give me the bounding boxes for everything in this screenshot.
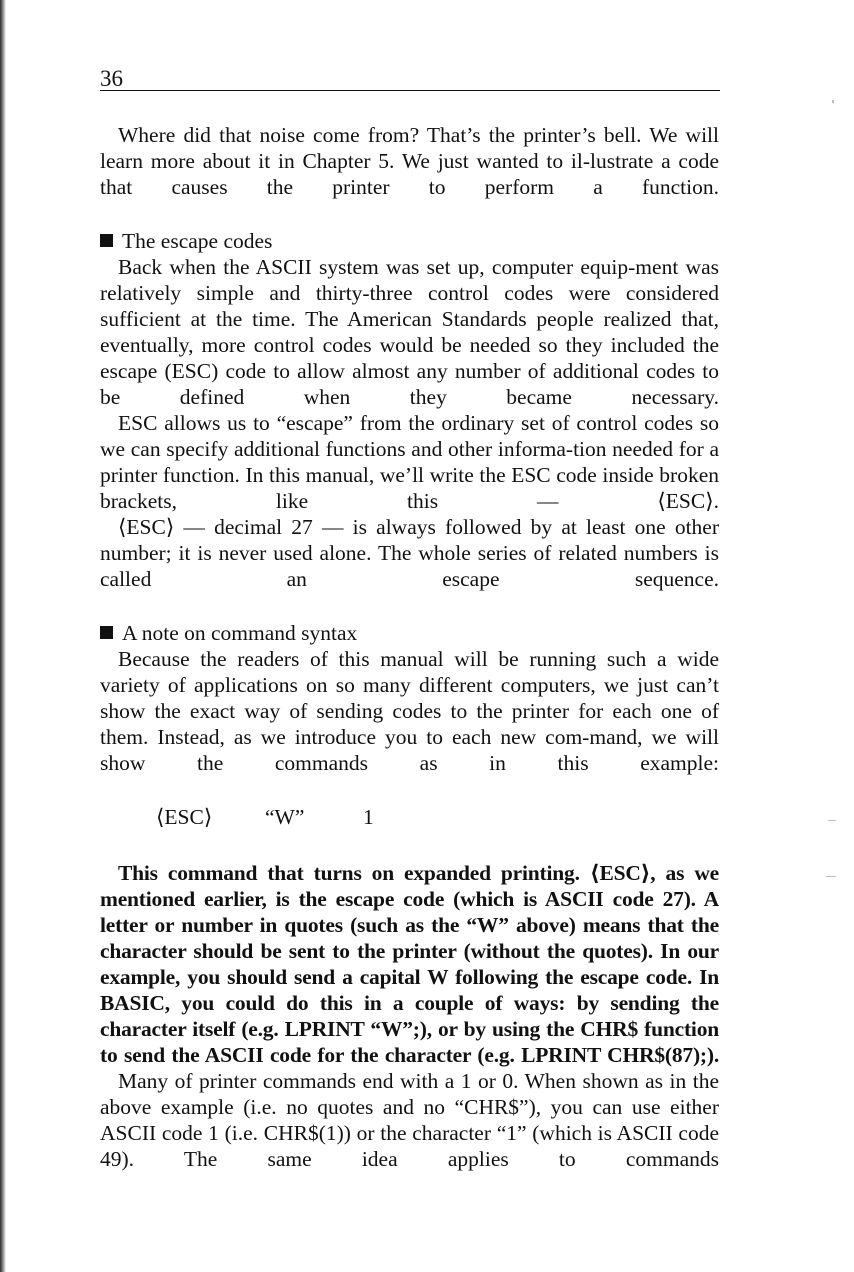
section-heading-text: A note on command syntax xyxy=(122,621,358,645)
scan-speck xyxy=(828,820,836,821)
page-body xyxy=(100,122,719,1172)
page-number: 36 xyxy=(100,66,123,91)
command-example xyxy=(100,804,719,830)
escape-paragraph-2: ESC allows us to “escape” from the ordinary set of control codes so we can specify additional functions and other informa-tion needed for a printer function. In this manual, we’ll write the ESC code inside broken brackets, like this — ⟨ESC⟩. xyxy=(100,411,719,513)
scan-specks xyxy=(824,100,844,1000)
escape-paragraph-1: Back when the ASCII system was set up, computer equip-ment was relatively simple and thirty-three control codes were considered sufficient at the time. The American Standards people realized that, eventually, more control codes would be needed so they included the escape (ESC) code to allow almost any number of additional codes to be defined when they became necessary. xyxy=(100,255,719,409)
example-esc: ⟨ESC⟩ xyxy=(156,805,213,829)
page-binding-edge xyxy=(0,0,6,1272)
section-gap xyxy=(100,200,719,228)
section-heading-escape-codes xyxy=(100,228,719,254)
scan-speck xyxy=(826,876,836,877)
square-bullet-icon xyxy=(100,626,113,639)
section-heading-command-syntax xyxy=(100,620,719,646)
intro-paragraph: Where did that noise come from? That’s the printer’s bell. We will learn more about it in Chapter 5. We just wanted to il-lustrate a code that causes the printer to perform a function. xyxy=(100,123,719,199)
syntax-paragraph-1: Because the readers of this manual will be running such a wide variety of applications on so many different computers, we just can’t show the exact way of sending codes to the printer for each one of them. Instead, as we introduce you to each new com-mand, we will show the commands as in this example: xyxy=(100,647,719,775)
header-rule xyxy=(100,90,720,91)
example-letter: “W” xyxy=(265,805,305,829)
square-bullet-icon xyxy=(100,234,113,247)
explanation-paragraph: This command that turns on expanded printing. ⟨ESC⟩, as we mentioned earlier, is the escape code (which is ASCII code 27). A letter or number in quotes (such as the “W” above) means that the character should be sent to the printer (without the quotes). In our example, you should send a capital W following the escape code. In BASIC, you could do this in a couple of ways: by sending the character itself (e.g. LPRINT “W”;), or by using the CHR$ function to send the ASCII code for the character (e.g. LPRINT CHR$(87);). xyxy=(100,861,719,1067)
section-gap xyxy=(100,592,719,620)
escape-paragraph-3: ⟨ESC⟩ — decimal 27 — is always followed by at least one other number; it is never used alone. The whole series of related numbers is called an escape sequence. xyxy=(100,515,719,591)
section-heading-text: The escape codes xyxy=(122,229,273,253)
example-number: 1 xyxy=(363,805,374,829)
closing-paragraph: Many of printer commands end with a 1 or 0. When shown as in the above example (i.e. no quotes and no “CHR$”), you can use either ASCII code 1 (i.e. CHR$(1)) or the character “1” (which is ASCII code 49). The same idea applies to commands xyxy=(100,1069,719,1171)
scan-speck xyxy=(832,100,834,103)
